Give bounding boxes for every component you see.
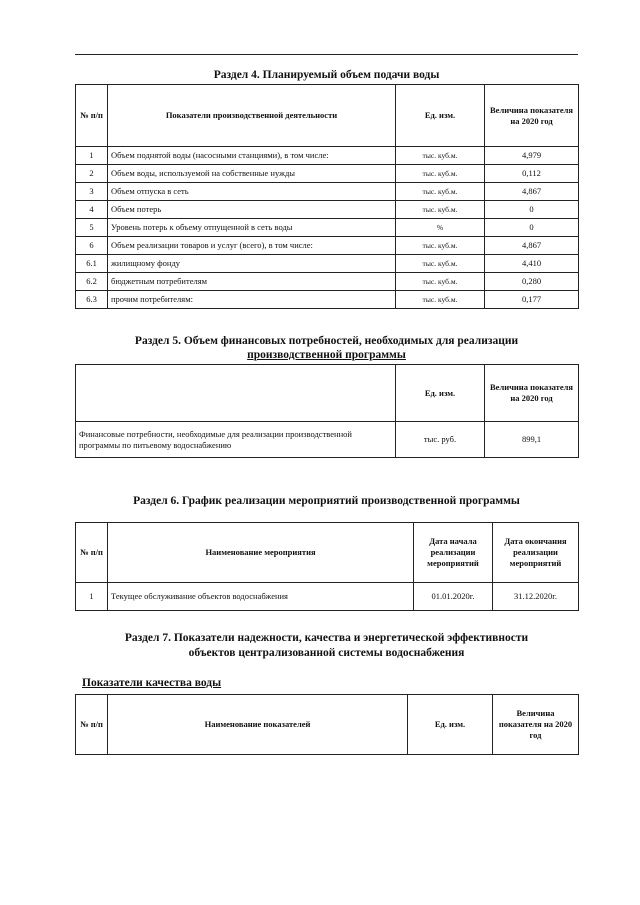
row-value: 0	[485, 201, 579, 219]
row-name: Финансовые потребности, необходимые для реализации производственной программы по питьевому водоснабжению	[76, 422, 396, 458]
table-header-row	[76, 523, 579, 583]
table-row	[76, 219, 579, 237]
row-num: 6.1	[76, 255, 108, 273]
row-unit: тыс. куб.м.	[396, 291, 485, 309]
table-row	[76, 165, 579, 183]
row-start: 01.01.2020г.	[414, 583, 493, 611]
row-name: Объем потерь	[108, 201, 396, 219]
row-name: Объем реализации товаров и услуг (всего), в том числе:	[108, 237, 396, 255]
row-unit: тыс. куб.м.	[396, 147, 485, 165]
section5-table	[75, 364, 579, 458]
header-indicator-name: Наименование показателей	[108, 695, 408, 755]
top-divider	[75, 54, 578, 55]
row-num: 6.2	[76, 273, 108, 291]
row-num: 4	[76, 201, 108, 219]
row-num: 6	[76, 237, 108, 255]
table-row	[76, 583, 579, 611]
row-value: 4,979	[485, 147, 579, 165]
table-header-row	[76, 85, 579, 147]
section5-title-line1: Раздел 5. Объем финансовых потребностей, необходимых для реализации	[134, 335, 519, 347]
row-num: 1	[76, 147, 108, 165]
header-value: Величина показателя на 2020 год	[485, 365, 579, 422]
row-unit: тыс. куб.м.	[396, 165, 485, 183]
table-row	[76, 291, 579, 309]
section7-title-line2: объектов централизованной системы водоснабжения	[188, 647, 465, 659]
header-start: Дата начала реализации мероприятий	[414, 523, 493, 583]
header-num: № п/п	[76, 695, 108, 755]
row-end: 31.12.2020г.	[493, 583, 579, 611]
section7-table	[75, 694, 579, 755]
header-end: Дата окончания реализации мероприятий	[493, 523, 579, 583]
row-value: 0,280	[485, 273, 579, 291]
row-unit: тыс. куб.м.	[396, 183, 485, 201]
row-value: 899,1	[485, 422, 579, 458]
row-num: 1	[76, 583, 108, 611]
section6-table	[75, 522, 579, 611]
row-value: 0	[485, 219, 579, 237]
row-value: 4,867	[485, 237, 579, 255]
section4-title: Раздел 4. Планируемый объем подачи воды	[213, 69, 440, 81]
row-unit: тыс. куб.м.	[396, 255, 485, 273]
row-unit: тыс. куб.м.	[396, 237, 485, 255]
row-name: Объем поднятой воды (насосными станциями), в том числе:	[108, 147, 396, 165]
table-row	[76, 201, 579, 219]
header-unit: Ед. изм.	[396, 85, 485, 147]
section6-title: Раздел 6. График реализации мероприятий производственной программы	[133, 495, 520, 507]
row-name: Объем воды, используемой на собственные нужды	[108, 165, 396, 183]
section5-title-line2: производственной программы	[247, 349, 406, 361]
header-blank	[76, 365, 396, 422]
row-name: Уровень потерь к объему отпущенной в сеть воды	[108, 219, 396, 237]
header-value: Величина показателя на 2020 год	[485, 85, 579, 147]
row-unit: тыс. куб.м.	[396, 201, 485, 219]
row-unit: тыс. руб.	[396, 422, 485, 458]
row-name: бюджетным потребителям	[108, 273, 396, 291]
table-row	[76, 255, 579, 273]
row-num: 3	[76, 183, 108, 201]
table-header-row	[76, 365, 579, 422]
table-header-row	[76, 695, 579, 755]
table-row	[76, 273, 579, 291]
header-unit: Ед. изм.	[396, 365, 485, 422]
row-value: 0,177	[485, 291, 579, 309]
header-unit: Ед. изм.	[408, 695, 493, 755]
row-num: 2	[76, 165, 108, 183]
row-value: 4,410	[485, 255, 579, 273]
row-value: 4,867	[485, 183, 579, 201]
row-unit: тыс. куб.м.	[396, 273, 485, 291]
table-row	[76, 183, 579, 201]
section7-title-line1: Раздел 7. Показатели надежности, качества и энергетической эффективности	[124, 632, 529, 644]
row-name: жилищному фонду	[108, 255, 396, 273]
header-num: № п/п	[76, 85, 108, 147]
section4-table	[75, 84, 579, 309]
header-event: Наименование мероприятия	[108, 523, 414, 583]
row-unit: %	[396, 219, 485, 237]
row-name: Объем отпуска в сеть	[108, 183, 396, 201]
row-num: 5	[76, 219, 108, 237]
row-name: прочим потребителям:	[108, 291, 396, 309]
table-row	[76, 147, 579, 165]
section7-subtitle: Показатели качества воды	[82, 677, 222, 689]
header-value: Величина показателя на 2020 год	[493, 695, 579, 755]
row-name: Текущее обслуживание объектов водоснабжения	[108, 583, 414, 611]
header-indicator: Показатели производственной деятельности	[108, 85, 396, 147]
row-value: 0,112	[485, 165, 579, 183]
table-row	[76, 422, 579, 458]
header-num: № п/п	[76, 523, 108, 583]
row-num: 6.3	[76, 291, 108, 309]
table-row	[76, 237, 579, 255]
